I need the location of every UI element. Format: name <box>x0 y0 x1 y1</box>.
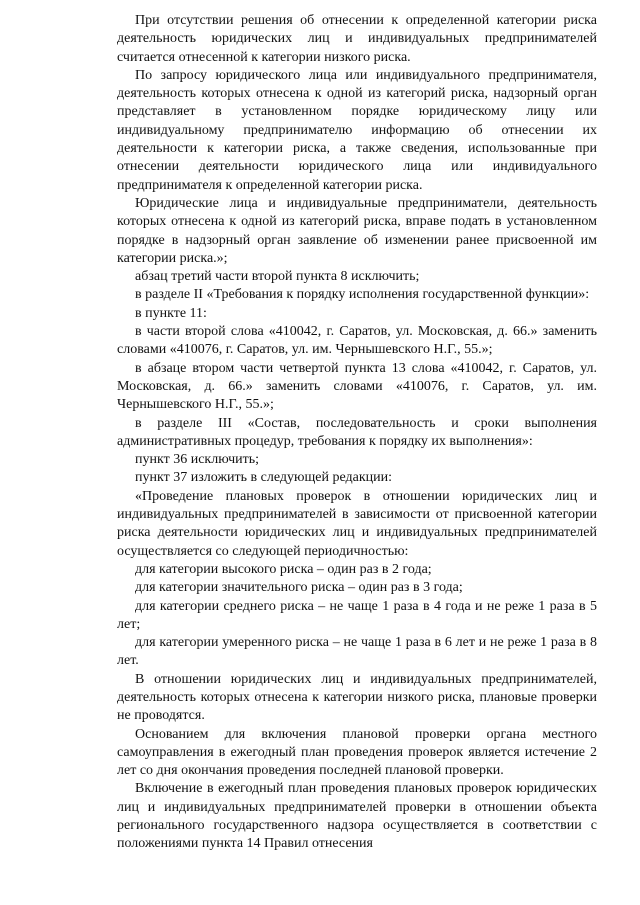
paragraph: для категории среднего риска – не чаще 1 раза в 4 года и не реже 1 раза в 5 лет; <box>117 598 597 632</box>
paragraph: пункт 37 изложить в следующей редакции: <box>135 470 392 486</box>
paragraph: в разделе II «Требования к порядку исполнения государственной функции»: <box>135 287 590 303</box>
paragraph: в части второй слова «410042, г. Саратов, ул. Московская, д. 66.» заменить словами «410076, г. Саратов, ул. им. Чернышевского Н.Г., 55.»; <box>117 324 597 358</box>
paragraph: При отсутствии решения об отнесении к определенной категории риска деятельность юридических лиц и индивидуальных предпринимателей считается отнесенной к категории низкого риска. <box>117 13 597 65</box>
paragraph: в пункте 11: <box>135 305 207 321</box>
paragraph: пункт 36 исключить; <box>135 452 260 468</box>
paragraph: для категории высокого риска – один раз в 2 года; <box>135 561 432 577</box>
paragraph: для категории значительного риска – один раз в 3 года; <box>135 580 463 596</box>
document-body <box>117 12 597 854</box>
paragraph: для категории умеренного риска – не чаще 1 раза в 6 лет и не реже 1 раза в 8 лет. <box>117 635 597 669</box>
paragraph: Основанием для включения плановой проверки органа местного самоуправления в ежегодный план проведения проверок является истечение 2 лет со дня окончания проведения последней плановой проверки. <box>117 726 597 779</box>
paragraph: абзац третий части второй пункта 8 исключить; <box>135 269 420 285</box>
paragraph: в разделе III «Состав, последовательность и сроки выполнения административных процедур, требования к порядку их выполнения»: <box>117 415 597 449</box>
paragraph: «Проведение плановых проверок в отношении юридических лиц и индивидуальных предпринимателей в зависимости от присвоенной категории риска деятельности юридических лиц и индивидуальных предпринимателей осуществляется со следующей периодичностью: <box>117 488 597 559</box>
paragraph: Юридические лица и индивидуальные предприниматели, деятельность которых отнесена к одной из категорий риска, вправе подать в установленном порядке в надзорный орган заявление об изменении ранее присвоенной им категории риска.»; <box>117 195 597 266</box>
paragraph: По запросу юридического лица или индивидуального предпринимателя, деятельность которых отнесена к одной из категорий риска, надзорный орган представляет в установленном порядке юридическому лицу или индивидуальному предпринимателю информацию об отнесении их деятельности к категории риска, а также сведения, использованные при отнесении деятельности юридического лица или индивидуального предпринимателя к определенной категории риска. <box>117 67 597 193</box>
paragraph: В отношении юридических лиц и индивидуальных предпринимателей, деятельность которых отнесена к категории низкого риска, плановые проверки не проводятся. <box>117 671 597 724</box>
paragraph: Включение в ежегодный план проведения плановых проверок юридических лиц и индивидуальных предпринимателей проверки в отношении объекта регионального государственного надзора осуществляется в соответствии с положениями пункта 14 Правил отнесения <box>117 781 597 852</box>
paragraph: в абзаце втором части четвертой пункта 13 слова «410042, г. Саратов, ул. Московская, д. 66.» заменить словами «410076, г. Саратов, ул. им. Чернышевского Н.Г., 55.»; <box>117 360 597 413</box>
